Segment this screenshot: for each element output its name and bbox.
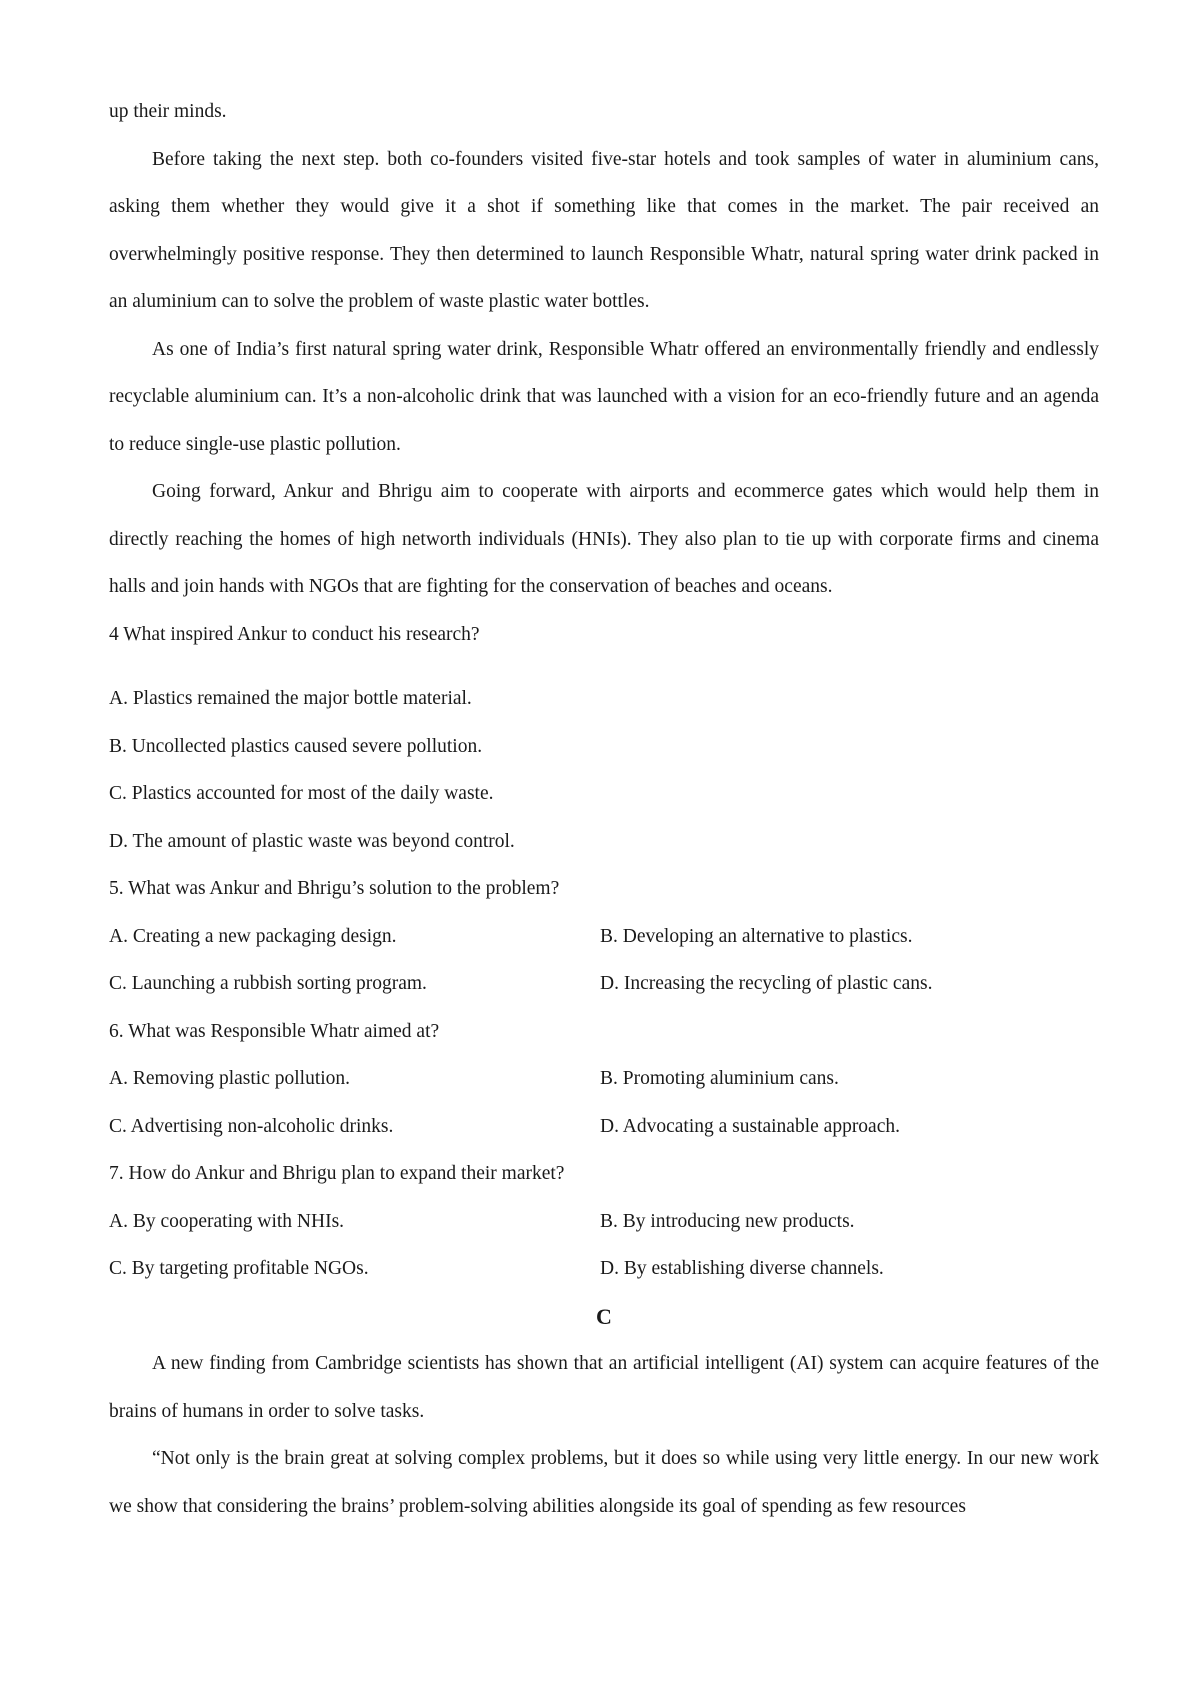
question-5-option-c: C. Launching a rubbish sorting program. (109, 973, 427, 994)
question-6-option-d: D. Advocating a sustainable approach. (600, 1115, 900, 1137)
question-6-stem: 6. What was Responsible Whatr aimed at? (109, 1020, 440, 1042)
question-6-option-b: B. Promoting aluminium cans. (600, 1068, 839, 1089)
passage-b-paragraph: Before taking the next step. both co-founders visited five-star hotels and took samples of water in aluminium cans, asking them whether they would give it a shot if something like that comes in the market. The pair received an overwhelmingly positive response. They then determined to launch Responsible Whatr, natural spring water drink packed in an aluminium can to solve the problem of waste plastic water bottles. (109, 148, 1099, 312)
section-c-heading: C (596, 1303, 612, 1329)
question-4-option-b: B. Uncollected plastics caused severe pollution. (109, 735, 483, 757)
question-7-option-c: C. By targeting profitable NGOs. (109, 1258, 369, 1279)
question-7-options (109, 1198, 1099, 1293)
document-page (109, 88, 1099, 1530)
question-7-option-d: D. By establishing diverse channels. (600, 1258, 884, 1279)
passage-b-continuation: up their minds. (109, 101, 227, 122)
question-6-option-c: C. Advertising non-alcoholic drinks. (109, 1115, 394, 1137)
question-4-stem: 4 What inspired Ankur to conduct his research? (109, 623, 480, 645)
question-5-option-b: B. Developing an alternative to plastics. (600, 925, 913, 947)
passage-b-paragraph: Going forward, Ankur and Bhrigu aim to cooperate with airports and ecommerce gates which would help them in directly reaching the homes of high networth individuals (HNIs). They also plan to tie up with corporate firms and cinema halls and join hands with NGOs that are fighting for the conservation of beaches and oceans. (109, 481, 1099, 597)
question-5-option-d: D. Increasing the recycling of plastic cans. (600, 973, 933, 994)
question-6-options (109, 1055, 1099, 1150)
question-5-option-a: A. Creating a new packaging design. (109, 925, 397, 947)
question-5-stem: 5. What was Ankur and Bhrigu’s solution to the problem? (109, 878, 560, 899)
passage-b-paragraph: As one of India’s first natural spring water drink, Responsible Whatr offered an environmentally friendly and endlessly recyclable aluminium can. It’s a non-alcoholic drink that was launched with a vision for an eco-friendly future and an agenda to reduce single-use plastic pollution. (109, 338, 1099, 455)
question-5-options (109, 913, 1099, 1008)
question-4-option-c: C. Plastics accounted for most of the daily waste. (109, 783, 494, 804)
passage-c-paragraph: A new finding from Cambridge scientists has shown that an artificial intelligent (AI) system can acquire features of the brains of humans in order to solve tasks. (109, 1353, 1099, 1422)
question-7-option-b: B. By introducing new products. (600, 1210, 855, 1232)
passage-c-paragraph: “Not only is the brain great at solving complex problems, but it does so while using very little energy. In our new work we show that considering the brains’ problem-solving abilities alongside its goal of spending as few resources (109, 1448, 1099, 1517)
question-4-option-d: D. The amount of plastic waste was beyond control. (109, 830, 515, 852)
question-7-stem: 7. How do Ankur and Bhrigu plan to expand their market? (109, 1163, 565, 1184)
question-6-option-a: A. Removing plastic pollution. (109, 1068, 351, 1089)
question-7-option-a: A. By cooperating with NHIs. (109, 1210, 345, 1232)
question-4-option-a: A. Plastics remained the major bottle material. (109, 688, 472, 709)
